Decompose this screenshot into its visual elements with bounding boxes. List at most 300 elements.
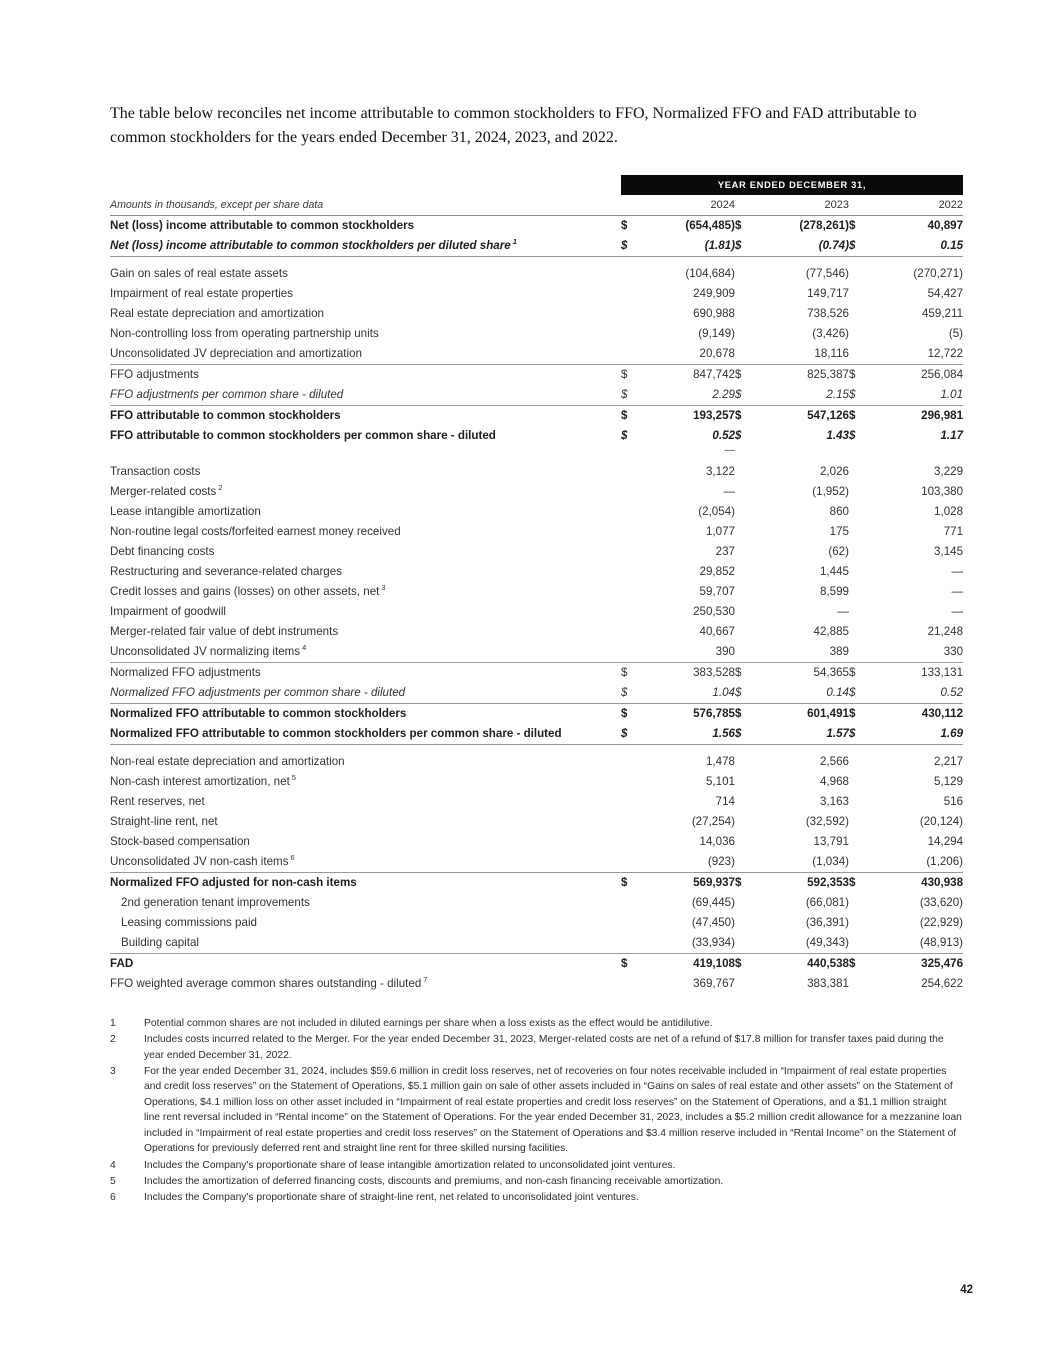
year-column-2023: 2023: [735, 195, 849, 216]
table-row: [110, 405, 963, 426]
dollar-sign: $: [621, 706, 628, 720]
row-value: 325,476: [921, 956, 964, 970]
dollar-sign: $: [849, 385, 867, 406]
row-value: 2,026: [819, 464, 849, 478]
row-label: FFO attributable to common stockholders: [110, 408, 341, 422]
row-label: Normalized FFO attributable to common stockholders per common share - diluted: [110, 724, 621, 745]
row-value: 13,791: [813, 834, 849, 848]
row-value: 193,257: [693, 408, 735, 422]
row-value: 389: [753, 642, 849, 663]
row-value: (66,081): [805, 895, 849, 909]
dollar-sign: [621, 324, 639, 344]
row-value: 2,217: [934, 754, 964, 768]
amounts-note: Amounts in thousands, except per share data: [110, 195, 621, 216]
footnote: [110, 1174, 963, 1189]
row-value: —: [951, 584, 964, 598]
row-value: 1.57: [753, 724, 849, 745]
row-value: (9,149): [698, 326, 735, 340]
row-label: Unconsolidated JV normalizing items $^4$: [110, 642, 621, 663]
footnotes-list: [110, 1016, 963, 1206]
table-header-row: [110, 195, 963, 216]
dollar-sign: [621, 772, 639, 792]
dollar-sign: [849, 933, 867, 954]
row-value: —: [951, 604, 964, 618]
row-value: 40,667: [699, 624, 735, 638]
row-value: 59,707: [699, 584, 735, 598]
row-value: 1.01: [867, 385, 963, 406]
dollar-sign: $: [621, 408, 628, 422]
table-row: [110, 562, 963, 582]
row-value: 383,381: [807, 976, 849, 990]
row-label: Impairment of goodwill: [110, 604, 226, 618]
dollar-sign: [621, 542, 639, 562]
row-value: 369,767: [693, 976, 735, 990]
dollar-sign: [849, 602, 867, 622]
dollar-sign: [621, 852, 639, 873]
row-value: (27,254): [691, 814, 735, 828]
dollar-sign: [621, 933, 639, 954]
dollar-sign: $: [621, 875, 628, 889]
dollar-sign: $: [849, 683, 867, 704]
table-row: [110, 385, 963, 406]
footnote: [110, 1158, 963, 1173]
row-value: (48,913): [867, 933, 963, 954]
row-value: —: [951, 564, 964, 578]
table-row: [110, 744, 963, 772]
dollar-sign: $: [735, 956, 742, 970]
dollar-sign: [735, 832, 753, 852]
dollar-sign: $: [621, 956, 628, 970]
row-value: 825,387: [807, 367, 849, 381]
dollar-sign: [735, 772, 753, 792]
dollar-sign: [849, 304, 867, 324]
dollar-sign: [849, 256, 867, 284]
row-label: Credit losses and gains (losses) on other assets, net $^3$: [110, 582, 386, 598]
dollar-sign: $: [849, 428, 856, 442]
dollar-sign: [849, 744, 867, 772]
row-value: 592,353: [807, 875, 849, 889]
row-value: 14,036: [699, 834, 735, 848]
footnote: [110, 1190, 963, 1205]
dollar-sign: $: [735, 408, 742, 422]
dollar-sign: $: [735, 706, 742, 720]
dollar-sign: [849, 582, 867, 602]
dollar-sign: $: [735, 218, 742, 232]
row-value: [867, 446, 963, 455]
row-value: 14,294: [927, 834, 964, 848]
row-label: Non-controlling loss from operating partnership units: [110, 326, 379, 340]
row-value: 0.15: [867, 236, 963, 257]
row-value: (923): [639, 852, 735, 873]
dollar-sign: [735, 256, 753, 284]
dollar-sign: [735, 502, 753, 522]
dollar-sign: [621, 974, 639, 994]
row-label: Normalized FFO adjusted for non-cash items: [110, 875, 357, 889]
dollar-sign: [735, 284, 753, 304]
row-value: 2.15: [753, 385, 849, 406]
dollar-sign: [735, 812, 753, 832]
row-value: 40,897: [927, 218, 964, 232]
dollar-sign: [849, 446, 867, 455]
dollar-sign: $: [735, 665, 742, 679]
table-row: [110, 832, 963, 852]
row-label: Normalized FFO adjustments per common share - diluted: [110, 683, 621, 704]
dollar-sign: $: [735, 724, 753, 745]
dollar-sign: [849, 482, 867, 502]
row-value: 175: [829, 524, 849, 538]
row-value: 3,229: [934, 464, 964, 478]
row-label: [110, 446, 621, 455]
dollar-sign: [849, 562, 867, 582]
row-value: (104,684): [685, 266, 735, 280]
dollar-sign: [621, 256, 639, 284]
row-value: 254,622: [921, 976, 964, 990]
table-row: [110, 482, 963, 502]
row-value: 54,427: [927, 286, 964, 300]
dollar-sign: [849, 622, 867, 642]
dollar-sign: [849, 324, 867, 344]
dollar-sign: $: [849, 408, 856, 422]
dollar-sign: [621, 502, 639, 522]
row-value: 440,538: [807, 956, 849, 970]
table-row: [110, 522, 963, 542]
row-value: 569,937: [693, 875, 735, 889]
dollar-sign: [849, 284, 867, 304]
table-row: [110, 812, 963, 832]
year-column-2022: 2022: [849, 195, 963, 216]
row-value: 3,163: [819, 794, 849, 808]
dollar-sign: $: [849, 236, 867, 257]
table-row: [110, 455, 963, 482]
dollar-sign: $: [849, 724, 867, 745]
dollar-sign: [621, 792, 639, 812]
dollar-sign: $: [621, 236, 639, 257]
dollar-sign: $: [621, 724, 639, 745]
dollar-sign: [849, 344, 867, 365]
row-value: (33,934): [639, 933, 735, 954]
dollar-sign: [735, 893, 753, 913]
row-value: 1,077: [705, 524, 735, 538]
row-value: 0.14: [753, 683, 849, 704]
table-row: [110, 852, 963, 873]
dollar-sign: [735, 642, 753, 663]
dollar-sign: $: [735, 428, 742, 442]
dollar-sign: [621, 622, 639, 642]
row-value: (62): [828, 544, 849, 558]
row-value: (33,620): [919, 895, 964, 909]
table-row: [110, 872, 963, 893]
row-value: [753, 446, 849, 455]
row-label: Leasing commissions paid: [121, 915, 257, 929]
table-row: [110, 683, 963, 704]
row-value: 714: [715, 794, 735, 808]
row-value: 2.29: [639, 385, 735, 406]
dollar-sign: [735, 522, 753, 542]
dollar-sign: [735, 744, 753, 772]
table-banner-row: [110, 175, 963, 195]
table-row: [110, 662, 963, 683]
table-row: [110, 953, 963, 974]
table-row: [110, 974, 963, 994]
footnote-number: 6: [110, 1192, 116, 1204]
dollar-sign: [735, 304, 753, 324]
dollar-sign: $: [621, 385, 639, 406]
table-row: [110, 893, 963, 913]
dollar-sign: $: [849, 706, 856, 720]
dollar-sign: $: [735, 875, 742, 889]
dollar-sign: [849, 792, 867, 812]
row-label: Straight-line rent, net: [110, 814, 218, 828]
row-label: FFO weighted average common shares outstanding - diluted $^7$: [110, 974, 428, 990]
row-value: (22,929): [919, 915, 964, 929]
row-value: 1.04: [639, 683, 735, 704]
dollar-sign: [621, 344, 639, 365]
table-row: [110, 364, 963, 385]
table-row: [110, 933, 963, 954]
row-value: 738,526: [807, 306, 849, 320]
row-value: —: [724, 443, 735, 456]
table-row: [110, 542, 963, 562]
dollar-sign: [849, 772, 867, 792]
row-label: Non-cash interest amortization, net $^5$: [110, 772, 296, 788]
dollar-sign: $: [849, 218, 856, 232]
dollar-sign: $: [621, 218, 628, 232]
dollar-sign: $: [735, 683, 753, 704]
footnote-number: 1: [110, 1017, 116, 1029]
dollar-sign: $: [621, 683, 639, 704]
row-value: (2,054): [698, 504, 735, 518]
row-value: 5,129: [934, 774, 964, 788]
row-value: (1,034): [753, 852, 849, 873]
table-row: [110, 446, 963, 455]
row-label: Restructuring and severance-related charges: [110, 564, 342, 578]
row-value: 390: [639, 642, 735, 663]
ffo-reconciliation-table: [110, 175, 963, 994]
row-value: (0.74): [753, 236, 849, 257]
row-value: (3,426): [812, 326, 849, 340]
row-value: 1.17: [940, 428, 964, 442]
dollar-sign: $: [735, 385, 753, 406]
row-value: 860: [829, 504, 849, 518]
row-label: Normalized FFO adjustments: [110, 665, 261, 679]
row-value: 771: [943, 524, 964, 538]
dollar-sign: [621, 455, 639, 482]
row-label: Unconsolidated JV depreciation and amortization: [110, 344, 621, 365]
dollar-sign: $: [621, 428, 628, 442]
dollar-sign: [735, 324, 753, 344]
row-label: FAD: [110, 956, 134, 970]
footnote-number: 3: [110, 1065, 116, 1077]
dollar-sign: [849, 832, 867, 852]
dollar-sign: $: [621, 367, 628, 381]
row-value: (1,952): [812, 484, 849, 498]
dollar-sign: $: [849, 367, 856, 381]
dollar-sign: $: [849, 956, 856, 970]
row-label: Unconsolidated JV non-cash items $^6$: [110, 852, 621, 873]
dollar-sign: [621, 446, 639, 455]
row-value: 690,988: [693, 306, 735, 320]
row-label: Net (loss) income attributable to common stockholders: [110, 218, 415, 232]
row-value: 21,248: [927, 624, 964, 638]
banner-spacer: [110, 175, 621, 195]
dollar-sign: $: [621, 665, 628, 679]
row-label: Merger-related fair value of debt instruments: [110, 624, 339, 638]
dollar-sign: [735, 852, 753, 873]
dollar-sign: $: [735, 367, 742, 381]
footnote-text: Includes costs incurred related to the Merger. For the year ended December 31, 2023, Merger-related costs are net of a refund of $17.8 million for transfer taxes paid during the year ended December 31, 2022.: [144, 1034, 944, 1061]
dollar-sign: [849, 455, 867, 482]
table-row: [110, 724, 963, 745]
row-value: 20,678: [639, 344, 735, 365]
table-row: [110, 792, 963, 812]
dollar-sign: [735, 602, 753, 622]
dollar-sign: $: [735, 236, 753, 257]
footnote-text: Includes the Company's proportionate share of lease intangible amortization related to unconsolidated joint ventures.: [144, 1159, 676, 1171]
row-value: 3,145: [934, 544, 964, 558]
dollar-sign: [735, 344, 753, 365]
dollar-sign: [735, 455, 753, 482]
row-value: 430,938: [921, 875, 964, 889]
row-value: 1,445: [819, 564, 849, 578]
row-label: Transaction costs: [110, 464, 201, 478]
ffo-table-body: [110, 215, 963, 994]
row-label: Non-routine legal costs/forfeited earnest money received: [110, 524, 401, 538]
row-value: (270,271): [913, 266, 964, 280]
row-label: Debt financing costs: [110, 544, 215, 558]
year-ended-banner: YEAR ENDED DECEMBER 31,: [621, 175, 963, 195]
row-value: 1.56: [639, 724, 735, 745]
row-value: (32,592): [805, 814, 849, 828]
row-label: FFO adjustments per common share - diluted: [110, 385, 621, 406]
row-label: Building capital: [110, 933, 621, 954]
dollar-sign: [735, 792, 753, 812]
row-value: 256,084: [921, 367, 964, 381]
row-value: 2,566: [819, 754, 849, 768]
row-value: 1.69: [867, 724, 963, 745]
row-value: 459,211: [921, 306, 964, 320]
footnote: [110, 1064, 963, 1157]
row-value: (654,485): [685, 218, 735, 232]
footnote-text: Includes the amortization of deferred financing costs, discounts and premiums, and non-cash financing receivable amortization.: [144, 1176, 724, 1187]
dollar-sign: [735, 974, 753, 994]
dollar-sign: [735, 933, 753, 954]
row-value: —: [723, 484, 735, 498]
row-value: 0.52: [712, 428, 735, 442]
dollar-sign: [849, 974, 867, 994]
table-row: [110, 284, 963, 304]
row-value: 296,981: [921, 408, 964, 422]
dollar-sign: [849, 913, 867, 933]
row-value: 3,122: [705, 464, 735, 478]
dollar-sign: [621, 562, 639, 582]
row-value: 4,968: [819, 774, 849, 788]
row-value: (69,445): [691, 895, 735, 909]
row-label: Net (loss) income attributable to common stockholders per diluted share $^1$: [110, 236, 621, 257]
row-value: 5,101: [705, 774, 735, 788]
dollar-sign: [849, 893, 867, 913]
dollar-sign: $: [849, 875, 856, 889]
dollar-sign: [621, 642, 639, 663]
dollar-sign: [621, 602, 639, 622]
dollar-sign: [849, 522, 867, 542]
row-value: (47,450): [691, 915, 735, 929]
row-value: 18,116: [753, 344, 849, 365]
dollar-sign: [621, 832, 639, 852]
table-row: [110, 426, 963, 446]
row-value: 249,909: [693, 286, 735, 300]
row-value: (1,206): [867, 852, 963, 873]
footnote-text: For the year ended December 31, 2024, includes $59.6 million in credit loss reserves, net of recoveries on four notes receivable included in “Impairment of real estate properties and credit loss reserves” on the Statement of Operations, $5.1 million gain on sale of other assets included in “Gains on sales of real estate and other assets” on the Statement of Operations, $4.1 million loss on other asset included in “Impairment of real estate properties and credit loss reserves” on the Statement of Operations, and a $1.1 million straight line rent reversal included in “Rental income” on the Statement of Operations. For the year ended December 31, 2023, includes a $5.2 million credit allowance for a mezzanine loan included in “Impairment of real estate properties and credit loss reserves” on the Statement of Operations and $3.4 million reserve included in “Rental Income” on the Statement of Operations for previously deferred rent and straight line rent for three skilled nursing facilities.: [144, 1065, 962, 1155]
intro-paragraph: The table below reconciles net income attributable to common stockholders to FFO, Normalized FFO and FAD attributable to common stockholders for the years ended December 31, 2024, 2023, and 2022.: [110, 105, 917, 147]
row-value: 42,885: [813, 624, 849, 638]
row-value: 1.43: [826, 428, 849, 442]
row-value: 430,112: [921, 706, 964, 720]
row-value: (5): [948, 326, 964, 340]
row-value: 383,528: [693, 665, 735, 679]
row-label: FFO attributable to common stockholders per common share - diluted: [110, 428, 496, 442]
row-label: Impairment of real estate properties: [110, 286, 294, 300]
row-label: 2nd generation tenant improvements: [121, 895, 310, 909]
dollar-sign: [621, 284, 639, 304]
footnote-text: Potential common shares are not included in diluted earnings per share when a loss exists as the effect would be antidilutive.: [144, 1017, 713, 1029]
dollar-sign: [621, 582, 639, 602]
dollar-sign: [849, 812, 867, 832]
table-row: [110, 304, 963, 324]
dollar-sign: [735, 446, 753, 455]
row-value: (77,546): [805, 266, 849, 280]
dollar-sign: [621, 744, 639, 772]
dollar-sign: [621, 913, 639, 933]
dollar-sign: $: [849, 665, 856, 679]
footnote-number: 2: [110, 1034, 116, 1046]
dollar-sign: [735, 582, 753, 602]
row-value: 149,717: [807, 286, 849, 300]
row-label: Non-real estate depreciation and amortization: [110, 754, 345, 768]
row-value: 419,108: [693, 956, 735, 970]
row-label: Merger-related costs $^2$: [110, 482, 223, 498]
page-number: 42: [960, 1284, 973, 1296]
table-row: [110, 582, 963, 602]
table-row: [110, 602, 963, 622]
row-value: (49,343): [753, 933, 849, 954]
dollar-sign: [621, 812, 639, 832]
row-label: Normalized FFO attributable to common stockholders: [110, 706, 407, 720]
dollar-sign: [735, 482, 753, 502]
row-value: 330: [867, 642, 963, 663]
row-value: 12,722: [867, 344, 963, 365]
row-label: Real estate depreciation and amortization: [110, 306, 324, 320]
dollar-sign: [735, 562, 753, 582]
dollar-sign: [735, 542, 753, 562]
table-row: [110, 622, 963, 642]
dollar-sign: [849, 852, 867, 873]
footnote: [110, 1016, 963, 1031]
dollar-sign: [735, 622, 753, 642]
table-row: [110, 344, 963, 365]
table-row: [110, 642, 963, 663]
dollar-sign: [621, 893, 639, 913]
row-value: 8,599: [819, 584, 849, 598]
row-label: Stock-based compensation: [110, 834, 250, 848]
table-row: [110, 236, 963, 257]
row-value: —: [837, 604, 849, 618]
table-row: [110, 772, 963, 792]
row-value: 29,852: [699, 564, 735, 578]
row-value: (20,124): [919, 814, 964, 828]
row-value: (36,391): [805, 915, 849, 929]
row-value: (1.81): [639, 236, 735, 257]
dollar-sign: [621, 482, 639, 502]
